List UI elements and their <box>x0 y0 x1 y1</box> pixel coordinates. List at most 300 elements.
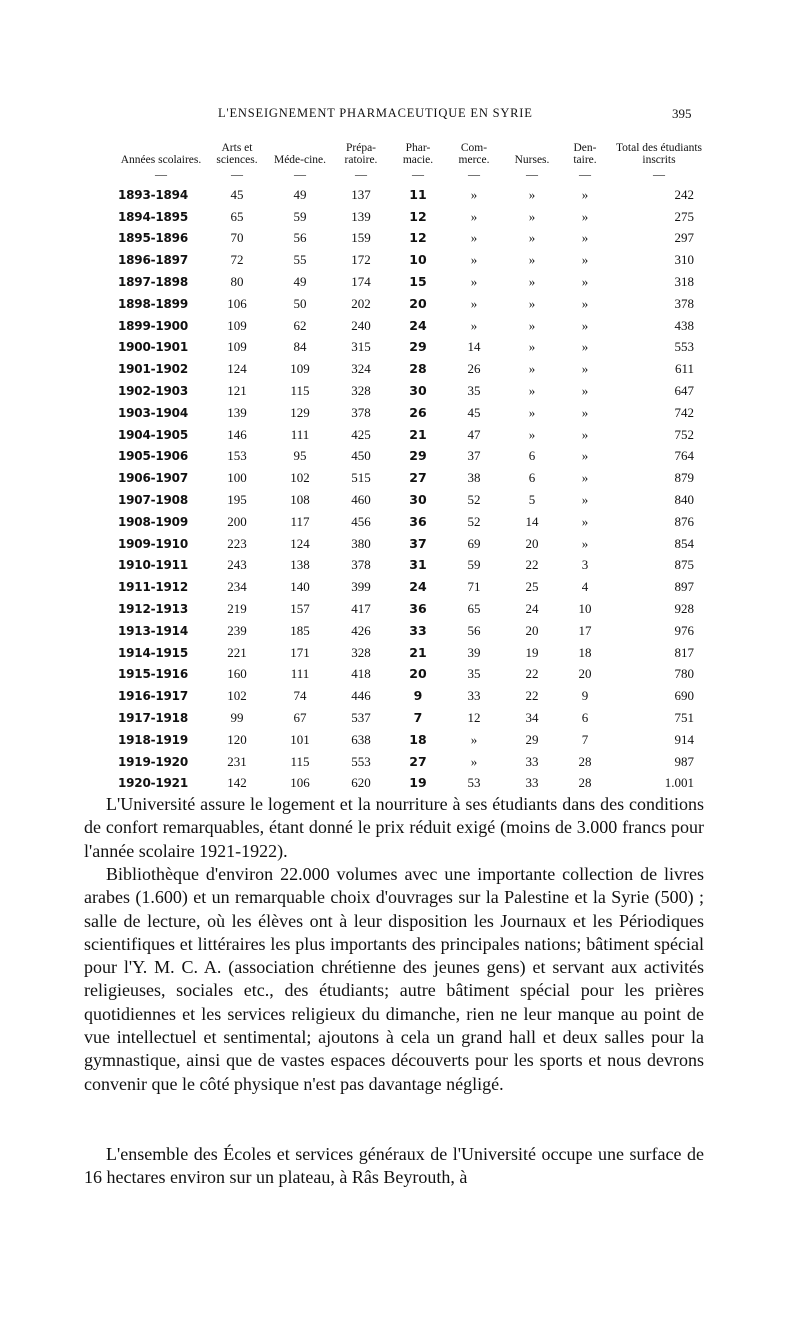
value-cell: 242 <box>674 186 694 202</box>
value-cell: » <box>581 230 589 246</box>
running-title: L'ENSEIGNEMENT PHARMACEUTIQUE EN SYRIE <box>218 106 533 120</box>
running-header <box>0 106 800 128</box>
value-cell: 185 <box>290 622 310 638</box>
year-cell: 1907-1908 <box>118 493 188 508</box>
value-cell: » <box>470 252 478 268</box>
value-cell: 137 <box>351 186 371 202</box>
value-cell: » <box>470 230 478 246</box>
value-cell: » <box>470 208 478 224</box>
value-cell: 10 <box>409 252 427 268</box>
value-cell: 33 <box>467 688 481 704</box>
value-cell: 22 <box>525 688 539 704</box>
value-cell: » <box>528 426 536 442</box>
value-cell: 49 <box>293 274 307 290</box>
value-cell: 28 <box>578 753 592 769</box>
value-cell: 29 <box>409 339 427 355</box>
value-cell: » <box>470 295 478 311</box>
value-cell: 21 <box>409 644 427 660</box>
value-cell: 976 <box>674 622 694 638</box>
table-row <box>118 685 708 707</box>
value-cell: 297 <box>674 230 694 246</box>
value-cell: » <box>581 208 589 224</box>
value-cell: 36 <box>409 513 427 529</box>
value-cell: 380 <box>351 535 371 551</box>
table-row <box>118 184 708 206</box>
value-cell: 315 <box>351 339 371 355</box>
table-row <box>118 206 708 228</box>
value-cell: 9 <box>581 688 589 704</box>
value-cell: 69 <box>467 535 481 551</box>
year-cell: 1909-1910 <box>118 536 188 551</box>
year-cell: 1917-1918 <box>118 711 188 726</box>
value-cell: » <box>581 470 589 486</box>
year-cell: 1906-1907 <box>118 471 188 486</box>
value-cell: 146 <box>227 426 247 442</box>
table-row <box>118 707 708 729</box>
value-cell: » <box>581 252 589 268</box>
column-header: Nurses. <box>514 154 550 166</box>
value-cell: 174 <box>351 274 371 290</box>
value-cell: 30 <box>409 492 427 508</box>
value-cell: 647 <box>674 383 694 399</box>
value-cell: 153 <box>227 448 247 464</box>
value-cell: 115 <box>290 383 310 399</box>
table-row <box>118 642 708 664</box>
enrollment-table <box>118 142 708 794</box>
year-cell: 1908-1909 <box>118 514 188 529</box>
value-cell: 59 <box>467 557 481 573</box>
value-cell: 897 <box>674 579 694 595</box>
value-cell: 620 <box>351 775 371 791</box>
value-cell: 27 <box>409 753 427 769</box>
value-cell: 30 <box>409 383 427 399</box>
value-cell: 106 <box>290 775 310 791</box>
value-cell: 223 <box>227 535 247 551</box>
value-cell: 37 <box>409 535 427 551</box>
year-cell: 1902-1903 <box>118 384 188 399</box>
value-cell: 200 <box>227 513 247 529</box>
value-cell: » <box>470 753 478 769</box>
value-cell: 12 <box>467 710 481 726</box>
value-cell: 74 <box>293 688 307 704</box>
year-cell: 1912-1913 <box>118 602 188 617</box>
value-cell: 24 <box>409 579 427 595</box>
value-cell: 310 <box>674 252 694 268</box>
value-cell: 111 <box>290 426 310 442</box>
value-cell: » <box>581 339 589 355</box>
value-cell: 29 <box>525 731 539 747</box>
value-cell: 38 <box>467 470 481 486</box>
value-cell: 764 <box>674 448 694 464</box>
year-cell: 1896-1897 <box>118 253 188 268</box>
value-cell: 172 <box>351 252 371 268</box>
value-cell: 117 <box>290 513 310 529</box>
value-cell: 47 <box>467 426 481 442</box>
value-cell: 26 <box>467 361 481 377</box>
year-cell: 1919-1920 <box>118 754 188 769</box>
value-cell: 20 <box>525 622 539 638</box>
value-cell: 21 <box>409 426 427 442</box>
value-cell: 33 <box>525 775 539 791</box>
value-cell: 240 <box>351 317 371 333</box>
value-cell: 446 <box>351 688 371 704</box>
value-cell: 37 <box>467 448 481 464</box>
value-cell: 33 <box>409 622 427 638</box>
value-cell: 28 <box>409 361 427 377</box>
column-header: Den-taire. <box>573 142 597 166</box>
value-cell: 140 <box>290 579 310 595</box>
value-cell: 18 <box>409 731 427 747</box>
table-body <box>118 184 708 794</box>
table-row <box>118 402 708 424</box>
value-cell: 109 <box>290 361 310 377</box>
value-cell: 6 <box>581 710 589 726</box>
value-cell: 7 <box>581 731 589 747</box>
value-cell: 95 <box>293 448 307 464</box>
value-cell: » <box>470 186 478 202</box>
value-cell: 840 <box>674 492 694 508</box>
value-cell: 12 <box>409 230 427 246</box>
value-cell: » <box>581 448 589 464</box>
value-cell: 45 <box>230 186 244 202</box>
value-cell: 34 <box>525 710 539 726</box>
year-cell: 1901-1902 <box>118 362 188 377</box>
value-cell: 202 <box>351 295 371 311</box>
value-cell: 109 <box>227 317 247 333</box>
value-cell: 426 <box>351 622 371 638</box>
value-cell: 35 <box>467 383 481 399</box>
table-row <box>118 489 708 511</box>
value-cell: 109 <box>227 339 247 355</box>
value-cell: 234 <box>227 579 247 595</box>
value-cell: 6 <box>528 470 536 486</box>
value-cell: 28 <box>578 775 592 791</box>
paragraph-campus <box>84 1143 704 1190</box>
value-cell: 139 <box>227 404 247 420</box>
column-header: Phar-macie. <box>402 142 434 166</box>
value-cell: » <box>528 317 536 333</box>
value-cell: 35 <box>467 666 481 682</box>
value-cell: 378 <box>674 295 694 311</box>
year-cell: 1910-1911 <box>118 558 188 573</box>
value-cell: 29 <box>409 448 427 464</box>
value-cell: 460 <box>351 492 371 508</box>
table-row <box>118 293 708 315</box>
value-cell: 120 <box>227 731 247 747</box>
value-cell: 638 <box>351 731 371 747</box>
table-row <box>118 664 708 686</box>
value-cell: 65 <box>467 601 481 617</box>
value-cell: 22 <box>525 666 539 682</box>
value-cell: 142 <box>227 775 247 791</box>
value-cell: » <box>528 252 536 268</box>
year-cell: 1903-1904 <box>118 405 188 420</box>
year-cell: 1914-1915 <box>118 645 188 660</box>
value-cell: 1.001 <box>664 775 694 791</box>
table-row <box>118 228 708 250</box>
value-cell: 100 <box>227 470 247 486</box>
value-cell: 219 <box>227 601 247 617</box>
value-cell: 121 <box>227 383 247 399</box>
value-cell: 50 <box>293 295 307 311</box>
year-cell: 1920-1921 <box>118 776 188 791</box>
value-cell: 124 <box>227 361 247 377</box>
value-cell: 102 <box>290 470 310 486</box>
value-cell: 27 <box>409 470 427 486</box>
year-cell: 1894-1895 <box>118 209 188 224</box>
value-cell: » <box>470 731 478 747</box>
value-cell: 111 <box>290 666 310 682</box>
value-cell: » <box>581 186 589 202</box>
table-row <box>118 315 708 337</box>
year-cell: 1904-1905 <box>118 427 188 442</box>
year-cell: 1899-1900 <box>118 318 188 333</box>
value-cell: 115 <box>290 753 310 769</box>
table-row <box>118 424 708 446</box>
table-row <box>118 446 708 468</box>
value-cell: 876 <box>674 513 694 529</box>
value-cell: 36 <box>409 601 427 617</box>
column-header: Arts et sciences. <box>216 142 258 166</box>
year-cell: 1900-1901 <box>118 340 188 355</box>
value-cell: 11 <box>409 186 427 202</box>
value-cell: 690 <box>674 688 694 704</box>
value-cell: 71 <box>467 579 481 595</box>
value-cell: 55 <box>293 252 307 268</box>
value-cell: 138 <box>290 557 310 573</box>
value-cell: 3 <box>581 557 589 573</box>
column-header: Prépa-ratoire. <box>344 142 378 166</box>
value-cell: » <box>528 230 536 246</box>
value-cell: » <box>581 383 589 399</box>
value-cell: » <box>581 274 589 290</box>
value-cell: 231 <box>227 753 247 769</box>
value-cell: 139 <box>351 208 371 224</box>
value-cell: 6 <box>528 448 536 464</box>
value-cell: 49 <box>293 186 307 202</box>
value-cell: 328 <box>351 383 371 399</box>
paragraph-text: L'Université assure le logement et la nourriture à ses étudiants dans des conditions de confort remarquables, étant donné le prix réduit exigé (moins de 3.000 francs pour l'année scolaire 1921-1922). <box>84 794 704 861</box>
value-cell: 399 <box>351 579 371 595</box>
value-cell: » <box>528 186 536 202</box>
value-cell: 106 <box>227 295 247 311</box>
year-cell: 1897-1898 <box>118 275 188 290</box>
table-row <box>118 511 708 533</box>
value-cell: 195 <box>227 492 247 508</box>
table-row <box>118 598 708 620</box>
value-cell: 5 <box>528 492 536 508</box>
value-cell: 20 <box>409 295 427 311</box>
value-cell: 914 <box>674 731 694 747</box>
value-cell: 425 <box>351 426 371 442</box>
value-cell: 611 <box>674 361 694 377</box>
table-row <box>118 555 708 577</box>
column-header: Années scolaires. <box>120 154 202 166</box>
value-cell: 80 <box>230 274 244 290</box>
value-cell: 157 <box>290 601 310 617</box>
year-cell: 1915-1916 <box>118 667 188 682</box>
column-header: Total des étudiants inscrits <box>615 142 703 166</box>
value-cell: 22 <box>525 557 539 573</box>
value-cell: 239 <box>227 622 247 638</box>
value-cell: 101 <box>290 731 310 747</box>
column-header: Méde-cine. <box>273 154 327 166</box>
value-cell: 56 <box>293 230 307 246</box>
value-cell: 752 <box>674 426 694 442</box>
value-cell: 243 <box>227 557 247 573</box>
value-cell: 438 <box>674 317 694 333</box>
value-cell: 65 <box>230 208 244 224</box>
value-cell: 19 <box>409 775 427 791</box>
year-cell: 1895-1896 <box>118 231 188 246</box>
value-cell: 59 <box>293 208 307 224</box>
table-row <box>118 380 708 402</box>
table-row <box>118 773 708 795</box>
value-cell: 14 <box>467 339 481 355</box>
value-cell: 328 <box>351 644 371 660</box>
header-rule: — — — — — — — — — <box>155 167 665 181</box>
value-cell: 20 <box>578 666 592 682</box>
value-cell: 108 <box>290 492 310 508</box>
value-cell: 129 <box>290 404 310 420</box>
value-cell: 67 <box>293 710 307 726</box>
table-row <box>118 620 708 642</box>
value-cell: » <box>470 274 478 290</box>
value-cell: 4 <box>581 579 589 595</box>
value-cell: » <box>581 404 589 420</box>
table-row <box>118 337 708 359</box>
year-cell: 1913-1914 <box>118 623 188 638</box>
value-cell: 9 <box>413 688 423 704</box>
value-cell: » <box>528 404 536 420</box>
value-cell: 817 <box>674 644 694 660</box>
value-cell: 450 <box>351 448 371 464</box>
value-cell: 20 <box>525 535 539 551</box>
value-cell: 324 <box>351 361 371 377</box>
paragraph-lodging <box>84 793 704 863</box>
value-cell: » <box>528 383 536 399</box>
table-row <box>118 533 708 555</box>
value-cell: 7 <box>413 710 423 726</box>
value-cell: 45 <box>467 404 481 420</box>
value-cell: 84 <box>293 339 307 355</box>
table-header <box>118 142 708 184</box>
value-cell: 31 <box>409 557 427 573</box>
value-cell: 26 <box>409 404 427 420</box>
value-cell: 928 <box>674 601 694 617</box>
table-row <box>118 358 708 380</box>
value-cell: 418 <box>351 666 371 682</box>
value-cell: 56 <box>467 622 481 638</box>
table-row <box>118 249 708 271</box>
paragraph-library <box>84 863 704 1096</box>
value-cell: 102 <box>227 688 247 704</box>
column-header: Com-merce. <box>458 142 490 166</box>
value-cell: » <box>528 339 536 355</box>
table-row <box>118 467 708 489</box>
paragraph-text: Bibliothèque d'environ 22.000 volumes avec une importante collection de livres arabes (1.600) et un remarquable choix d'ouvrages sur la Palestine et la Syrie (500) ; salle de lecture, où les élèves ont à leur disposition les Journaux et les Périodiques scientifiques et littéraires les plus importants des principales nations; bâtiment spécial pour l'Y. M. C. A. (association chrétienne des jeunes gens) et servant aux activités religieuses, sociales etc., des étudiants; autre bâtiment spécial pour les prières quotidiennes et les services religieux du dimanche, rien ne leur manque au point de vue intellectuel et sentimental; ajoutons à cela un grand hall et deux salles pour la gymnastique, ainsi que de vastes espaces découverts pour les sports et nous devrons convenir que le côté physique n'est pas davantage négligé. <box>84 864 704 1094</box>
value-cell: » <box>581 426 589 442</box>
paragraph-text: L'ensemble des Écoles et services généraux de l'Université occupe une surface de 16 hectares environ sur un plateau, à Râs Beyrouth, à <box>84 1144 704 1188</box>
value-cell: » <box>528 208 536 224</box>
value-cell: 553 <box>351 753 371 769</box>
value-cell: 52 <box>467 492 481 508</box>
year-cell: 1916-1917 <box>118 689 188 704</box>
value-cell: 275 <box>674 208 694 224</box>
value-cell: 124 <box>290 535 310 551</box>
value-cell: 879 <box>674 470 694 486</box>
value-cell: 99 <box>230 710 244 726</box>
year-cell: 1893-1894 <box>118 187 188 202</box>
year-cell: 1911-1912 <box>118 580 188 595</box>
value-cell: 751 <box>674 710 694 726</box>
year-cell: 1918-1919 <box>118 732 188 747</box>
value-cell: 12 <box>409 208 427 224</box>
value-cell: 854 <box>674 535 694 551</box>
table-row <box>118 576 708 598</box>
value-cell: 171 <box>290 644 310 660</box>
year-cell: 1905-1906 <box>118 449 188 464</box>
value-cell: 456 <box>351 513 371 529</box>
value-cell: 18 <box>578 644 592 660</box>
value-cell: 39 <box>467 644 481 660</box>
value-cell: 780 <box>674 666 694 682</box>
value-cell: » <box>581 361 589 377</box>
value-cell: » <box>581 492 589 508</box>
value-cell: 378 <box>351 557 371 573</box>
value-cell: 24 <box>525 601 539 617</box>
value-cell: 875 <box>674 557 694 573</box>
value-cell: 10 <box>578 601 592 617</box>
value-cell: » <box>470 317 478 333</box>
value-cell: 417 <box>351 601 371 617</box>
value-cell: 72 <box>230 252 244 268</box>
value-cell: 17 <box>578 622 592 638</box>
value-cell: 160 <box>227 666 247 682</box>
value-cell: 52 <box>467 513 481 529</box>
value-cell: 221 <box>227 644 247 660</box>
value-cell: 159 <box>351 230 371 246</box>
value-cell: 515 <box>351 470 371 486</box>
value-cell: » <box>581 513 589 529</box>
value-cell: 53 <box>467 775 481 791</box>
value-cell: 987 <box>674 753 694 769</box>
year-cell: 1898-1899 <box>118 296 188 311</box>
value-cell: » <box>581 295 589 311</box>
value-cell: » <box>528 295 536 311</box>
value-cell: » <box>581 535 589 551</box>
value-cell: 70 <box>230 230 244 246</box>
value-cell: 537 <box>351 710 371 726</box>
value-cell: 14 <box>525 513 539 529</box>
page-number: 395 <box>672 106 692 121</box>
value-cell: 62 <box>293 317 307 333</box>
value-cell: 19 <box>525 644 539 660</box>
value-cell: 25 <box>525 579 539 595</box>
value-cell: » <box>528 361 536 377</box>
value-cell: 742 <box>674 404 694 420</box>
table-row <box>118 751 708 773</box>
value-cell: 15 <box>409 274 427 290</box>
table-row <box>118 271 708 293</box>
value-cell: 318 <box>674 274 694 290</box>
value-cell: 378 <box>351 404 371 420</box>
value-cell: » <box>528 274 536 290</box>
table-row <box>118 729 708 751</box>
value-cell: 20 <box>409 666 427 682</box>
value-cell: » <box>581 317 589 333</box>
value-cell: 553 <box>674 339 694 355</box>
